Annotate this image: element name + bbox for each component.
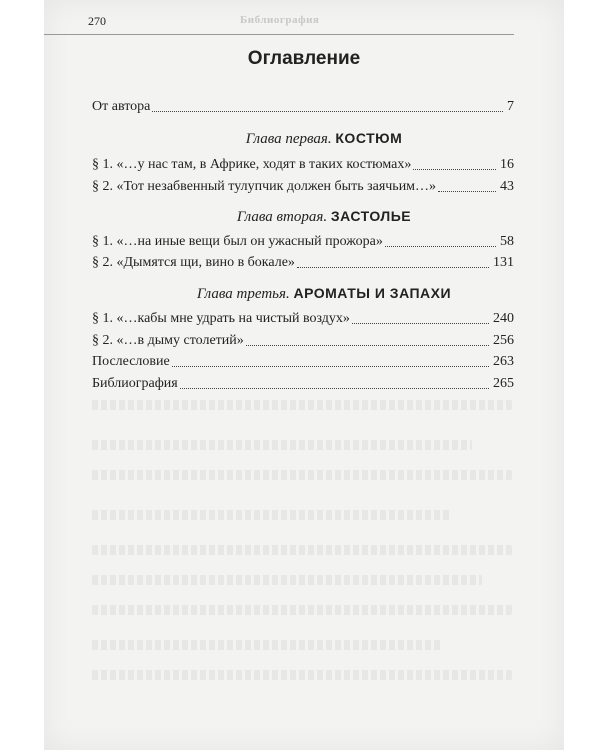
chapter-heading-2 [44,206,600,227]
toc-entry-page: 43 [500,179,514,194]
toc-entry-page: 263 [493,354,514,369]
toc-entry-label: § 2. «…в дыму столетий» [92,333,244,348]
toc-entry[interactable] [92,309,514,329]
toc-entry-label: § 2. «Тот незабвенный тулупчик должен быть заячьим…» [92,179,437,194]
dot-leader [297,267,489,268]
page-number: 270 [88,14,106,28]
chapter-name: АРОМАТЫ И ЗАПАХИ [293,285,452,301]
toc-entry[interactable] [92,232,514,252]
toc-entry-label: Библиография [92,376,178,391]
toc-entry-page: 58 [500,234,514,249]
bleed-through-line [92,640,442,650]
toc-entry-bibliography[interactable] [92,374,514,394]
bleed-through-line [92,575,482,585]
toc-entry[interactable] [92,331,514,351]
toc-entry-label: § 2. «Дымятся щи, вино в бокале» [92,255,295,270]
chapter-heading-3 [44,283,600,304]
toc-entry[interactable] [92,177,514,197]
chapter-heading-1 [44,128,600,149]
bleed-through-line [92,470,512,480]
toc-title: Оглавление [247,48,361,69]
toc-entry[interactable] [92,155,514,175]
chapter-prefix: Глава третья. [196,286,290,302]
chapter-name: ЗАСТОЛЬЕ [330,208,412,224]
dot-leader [438,191,496,192]
dot-leader [413,169,496,170]
toc-entry-page: 256 [493,333,514,348]
book-page [44,0,564,750]
toc-entry-label: § 1. «…кабы мне удрать на чистый воздух» [92,311,350,326]
toc-entry-page: 265 [493,376,514,391]
toc-entry-label: § 1. «…на иные вещи был он ужасный прожора» [92,234,383,249]
bleed-through-heading: Библиография [240,14,320,26]
toc-entry-page: 240 [493,311,514,326]
dot-leader [152,111,503,112]
chapter-prefix: Глава первая. [245,131,332,147]
toc-entry-from-author[interactable] [92,97,514,117]
bleed-through-line [92,605,512,615]
dot-leader [246,345,489,346]
toc-entry[interactable] [92,253,514,273]
bleed-through-line [92,440,472,450]
toc-entry-label: От автора [92,99,151,114]
bleed-through-line [92,400,512,410]
bleed-through-line [92,670,512,680]
dot-leader [352,323,489,324]
dot-leader [385,246,496,247]
toc-entry-page: 16 [500,157,514,172]
chapter-name: КОСТЮМ [335,130,403,146]
toc-entry-afterword[interactable] [92,352,514,372]
bleed-through-line [92,510,452,520]
toc-entry-label: § 1. «…у нас там, в Африке, ходят в таких костюмах» [92,157,412,172]
toc-entry-label: Послесловие [92,354,170,369]
toc-entry-page: 7 [507,99,514,114]
dot-leader [172,366,489,367]
running-head [44,14,514,35]
bleed-through-line [92,545,512,555]
toc-entry-page: 131 [493,255,514,270]
chapter-prefix: Глава вторая. [236,209,328,225]
dot-leader [180,388,489,389]
